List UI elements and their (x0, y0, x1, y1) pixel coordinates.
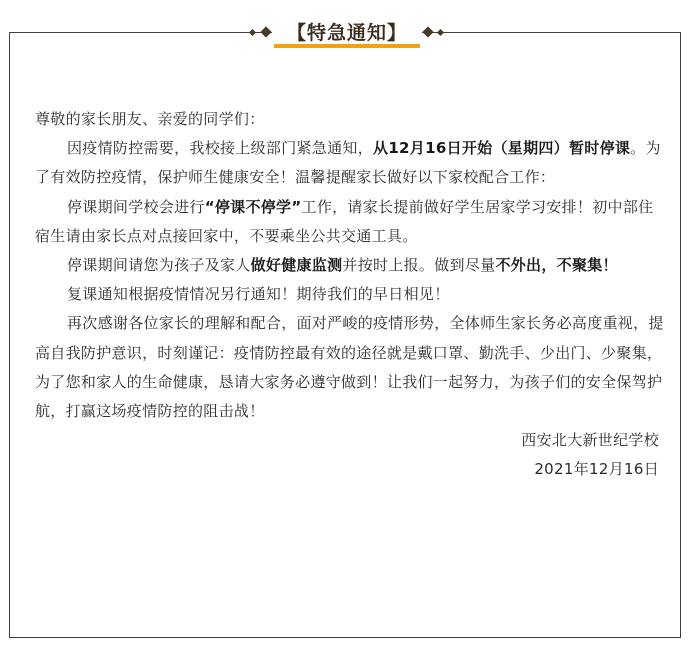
greeting: 尊敬的家长朋友、亲爱的同学们： (35, 110, 265, 128)
paragraph-online-learning (35, 193, 665, 251)
paragraph-resume: 复课通知根据疫情情况另行通知！期待我们的早日相见！ (67, 285, 450, 304)
stay-home-highlight: 不外出，不聚集 (495, 256, 603, 275)
closure-date-highlight: 从12月16日开始（星期四）暂时停课 (373, 139, 631, 158)
paragraph-closure-text-a: 因疫情防控需要，我校接上级部门紧急通知， (67, 139, 374, 158)
online-learning-highlight: “停课不停学” (204, 197, 302, 216)
page-title: 【特急通知】 (286, 21, 407, 44)
notice-date: 2021年12月16日 (534, 460, 659, 479)
signature: 西安北大新世纪学校 (521, 431, 659, 450)
paragraph-online-text-c: 工作，请家长提前做好学生居家学习安排！初中部住宿生请由家长点对点接回家中，不要乘坐公共交通工具。 (35, 197, 654, 245)
notice-body (35, 105, 665, 485)
title-banner (258, 16, 436, 50)
paragraph-health-text-c: 并按时上报。做到尽量 (342, 256, 496, 275)
paragraph-thanks: 再次感谢各位家长的理解和配合，面对严峻的疫情形势，全体师生家长务必高度重视，提高自我防护意识，时刻谨记：疫情防控最有效的途径就是戴口罩、勤洗手、少出门、少聚集，为了您和家人的生命健康，恳请大家务必遵守做到！让我们一起努力，为孩子们的安全保驾护航，打赢这场疫情防控的阻击战！ (35, 314, 664, 421)
paragraph-health-text-a: 停课期间请您为孩子及家人 (67, 256, 251, 275)
paragraph-closure-text-c: 。为了有效防控疫情，保护师生健康安全！温馨提醒家长做好以下家校配合工作： (35, 139, 661, 187)
paragraph-health-text-e: ！ (602, 256, 618, 275)
paragraph-closure (35, 134, 665, 192)
health-monitoring-highlight: 做好健康监测 (250, 256, 343, 275)
title-box (272, 16, 422, 50)
paragraph-online-text-a: 停课期间学校会进行 (67, 197, 205, 216)
paragraph-health-monitoring (35, 251, 665, 280)
